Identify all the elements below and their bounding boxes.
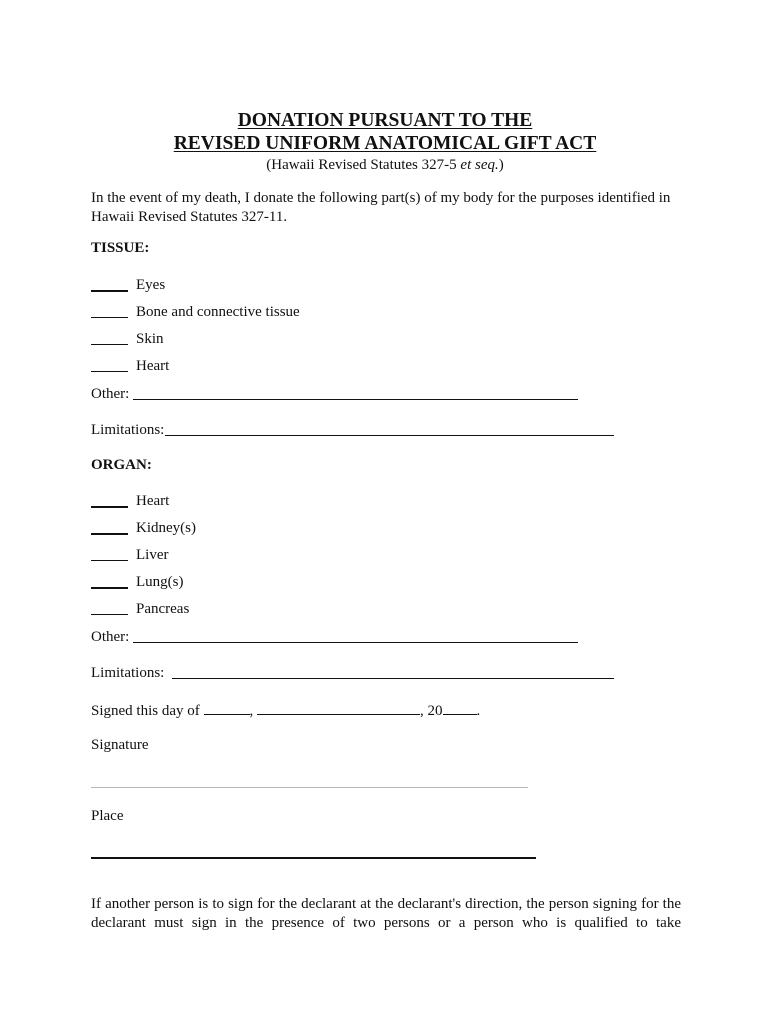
tissue-checkbox-line-eyes[interactable] [91, 290, 128, 292]
tissue-checkbox-line-bone[interactable] [91, 317, 128, 318]
signature-label: Signature [91, 737, 149, 753]
tissue-limitations-field[interactable] [165, 435, 614, 436]
signed-year-prefix: , 20 [420, 703, 443, 719]
signed-date-line [91, 700, 480, 720]
signed-period: . [476, 703, 481, 719]
organ-limitations-label: Limitations: [91, 665, 165, 681]
tissue-heading: TISSUE: [91, 240, 150, 256]
place-label: Place [91, 808, 124, 824]
tissue-other-field[interactable] [133, 399, 578, 400]
signed-comma: , [249, 703, 254, 719]
organ-other-label: Other: [91, 629, 130, 645]
signed-month-field[interactable] [257, 700, 420, 715]
organ-checkbox-line-kidneys[interactable] [91, 533, 128, 535]
tissue-item-heart: Heart [136, 358, 170, 374]
organ-checkbox-line-liver[interactable] [91, 560, 128, 561]
organ-checkbox-line-heart[interactable] [91, 506, 128, 508]
tissue-item-skin: Skin [136, 331, 164, 347]
signed-prefix: Signed this day of [91, 703, 200, 719]
organ-item-lungs: Lung(s) [136, 574, 184, 590]
citation-suffix: ) [498, 157, 504, 173]
footer-paragraph-line-1: If another person is to sign for the declarant at the declarant's direction, the person signing for the [91, 896, 681, 912]
document-title-line-1: DONATION PURSUANT TO THE [237, 110, 533, 131]
signed-day-field[interactable] [204, 700, 250, 715]
organ-item-pancreas: Pancreas [136, 601, 190, 617]
place-field[interactable] [91, 857, 536, 859]
organ-limitations-field[interactable] [172, 678, 614, 679]
document-title-line-2: REVISED UNIFORM ANATOMICAL GIFT ACT [173, 133, 597, 154]
organ-checkbox-line-pancreas[interactable] [91, 614, 128, 615]
tissue-checkbox-line-heart[interactable] [91, 371, 128, 372]
statute-citation [0, 156, 770, 174]
organ-other-field[interactable] [133, 642, 578, 643]
organ-item-heart: Heart [136, 493, 170, 509]
footer-paragraph-line-2: declarant must sign in the presence of two persons or a person who is qualified to take [91, 915, 681, 931]
organ-checkbox-line-lungs[interactable] [91, 587, 128, 589]
organ-item-kidneys: Kidney(s) [136, 520, 196, 536]
organ-item-liver: Liver [136, 547, 169, 563]
tissue-checkbox-line-skin[interactable] [91, 344, 128, 345]
citation-italic: et seq. [460, 157, 499, 173]
citation-prefix: (Hawaii Revised Statutes 327-5 [266, 157, 461, 173]
organ-heading: ORGAN: [91, 457, 152, 473]
intro-paragraph: In the event of my death, I donate the following part(s) of my body for the purposes identified in Hawaii Revised Statutes 327-11. [91, 190, 671, 225]
signed-year-field[interactable] [443, 700, 477, 715]
tissue-other-label: Other: [91, 386, 130, 402]
tissue-limitations-label: Limitations: [91, 422, 165, 438]
tissue-item-bone: Bone and connective tissue [136, 304, 300, 320]
signature-field[interactable] [91, 787, 528, 788]
tissue-item-eyes: Eyes [136, 277, 166, 293]
